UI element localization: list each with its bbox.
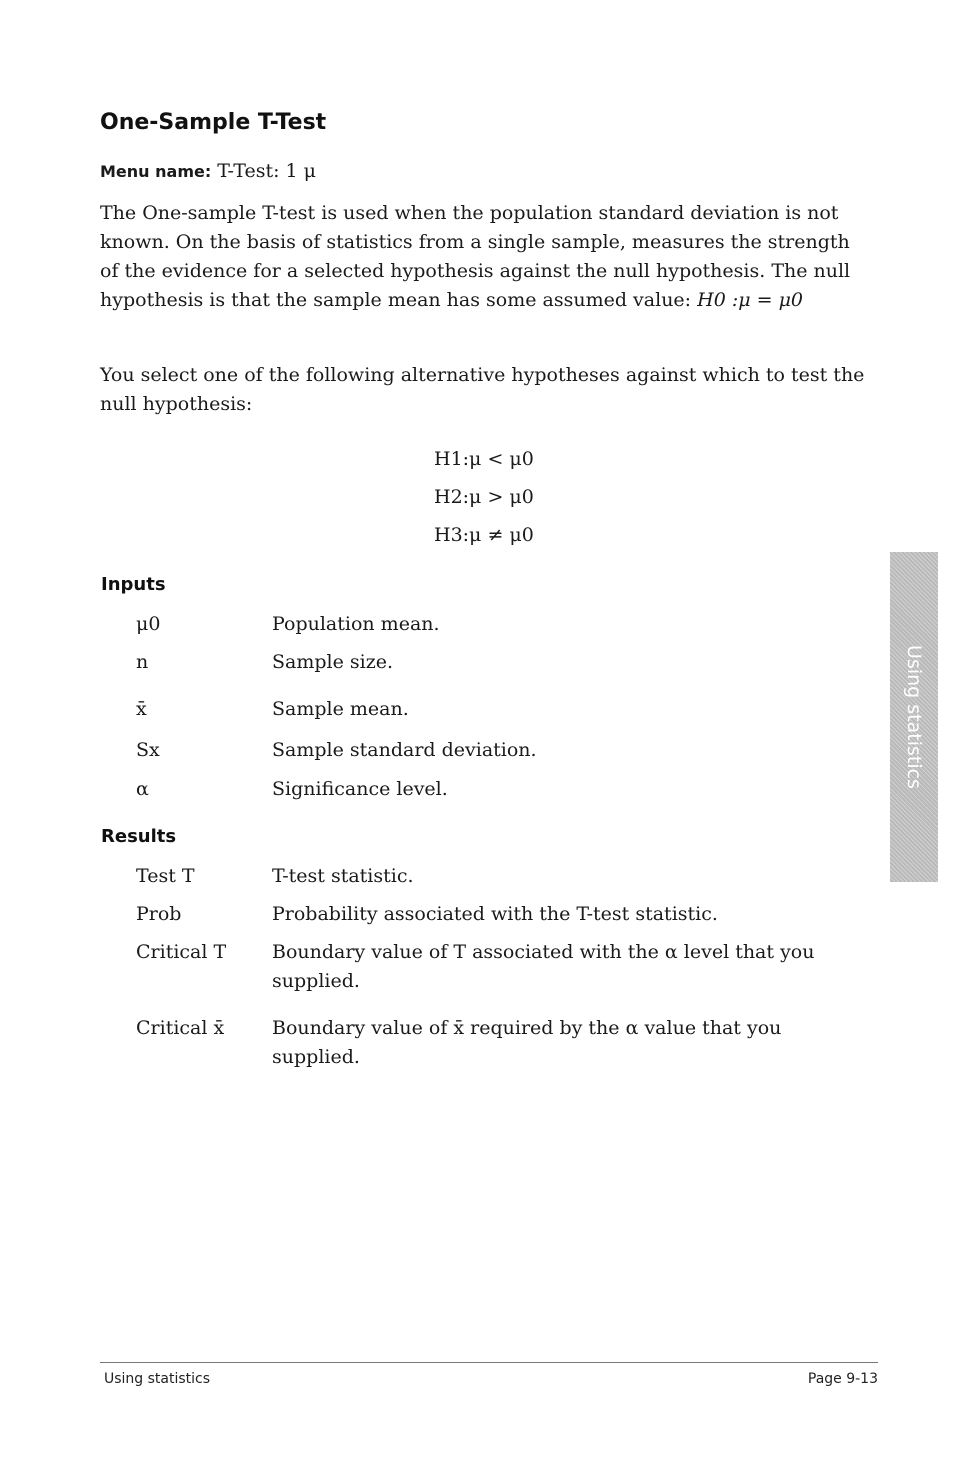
hypotheses-list [434,440,534,554]
input-description: Sample mean. [272,698,409,720]
input-symbol: α [136,778,149,800]
footer-divider [100,1362,878,1363]
result-description: Boundary value of T associated with the α level that you supplied. [272,941,815,992]
menu-name-line [100,160,316,182]
input-description: Population mean. [272,613,440,635]
chapter-tab [890,552,938,882]
chapter-tab-label: Using statistics [903,645,925,789]
input-symbol: x̄ [136,698,147,720]
input-description: Sample size. [272,651,394,673]
footer-chapter: Using statistics [104,1371,211,1387]
menu-name-label: Menu name: [100,162,212,181]
hypothesis-2: H2:μ > μ0 [434,486,534,508]
result-symbol: Critical T [136,941,227,963]
menu-name-value: T-Test: 1 μ [217,160,316,182]
alternatives-paragraph: You select one of the following alternative hypotheses against which to test the null hypothesis: [100,364,865,415]
input-symbol: Sx [136,739,160,761]
result-symbol: Prob [136,903,182,925]
hypothesis-1: H1:μ < μ0 [434,448,534,470]
null-hypothesis-formula: H0 :μ = μ0 [697,289,804,311]
inputs-heading: Inputs [101,574,166,595]
result-description: T-test statistic. [272,865,414,887]
input-symbol: n [136,651,149,673]
section-heading: One-Sample T-Test [100,110,327,135]
result-description: Boundary value of x̄ required by the α value that you supplied. [272,1017,782,1068]
input-description: Sample standard deviation. [272,739,537,761]
hypothesis-3: H3:μ ≠ μ0 [434,524,534,546]
result-description: Probability associated with the T-test statistic. [272,903,718,925]
input-symbol: μ0 [136,613,161,635]
result-symbol: Test T [136,865,195,887]
input-description: Significance level. [272,778,448,800]
result-symbol: Critical x̄ [136,1017,225,1039]
intro-text: The One-sample T-test is used when the population standard deviation is not known. On the basis of statistics from a single sample, measures the strength of the evidence for a selected hypothesis against the null hypothesis. The null hypothesis is that the sample mean has some assumed value: [100,202,851,311]
results-heading: Results [101,826,177,847]
footer-page-number: Page 9-13 [807,1371,878,1387]
intro-paragraph [100,199,870,315]
